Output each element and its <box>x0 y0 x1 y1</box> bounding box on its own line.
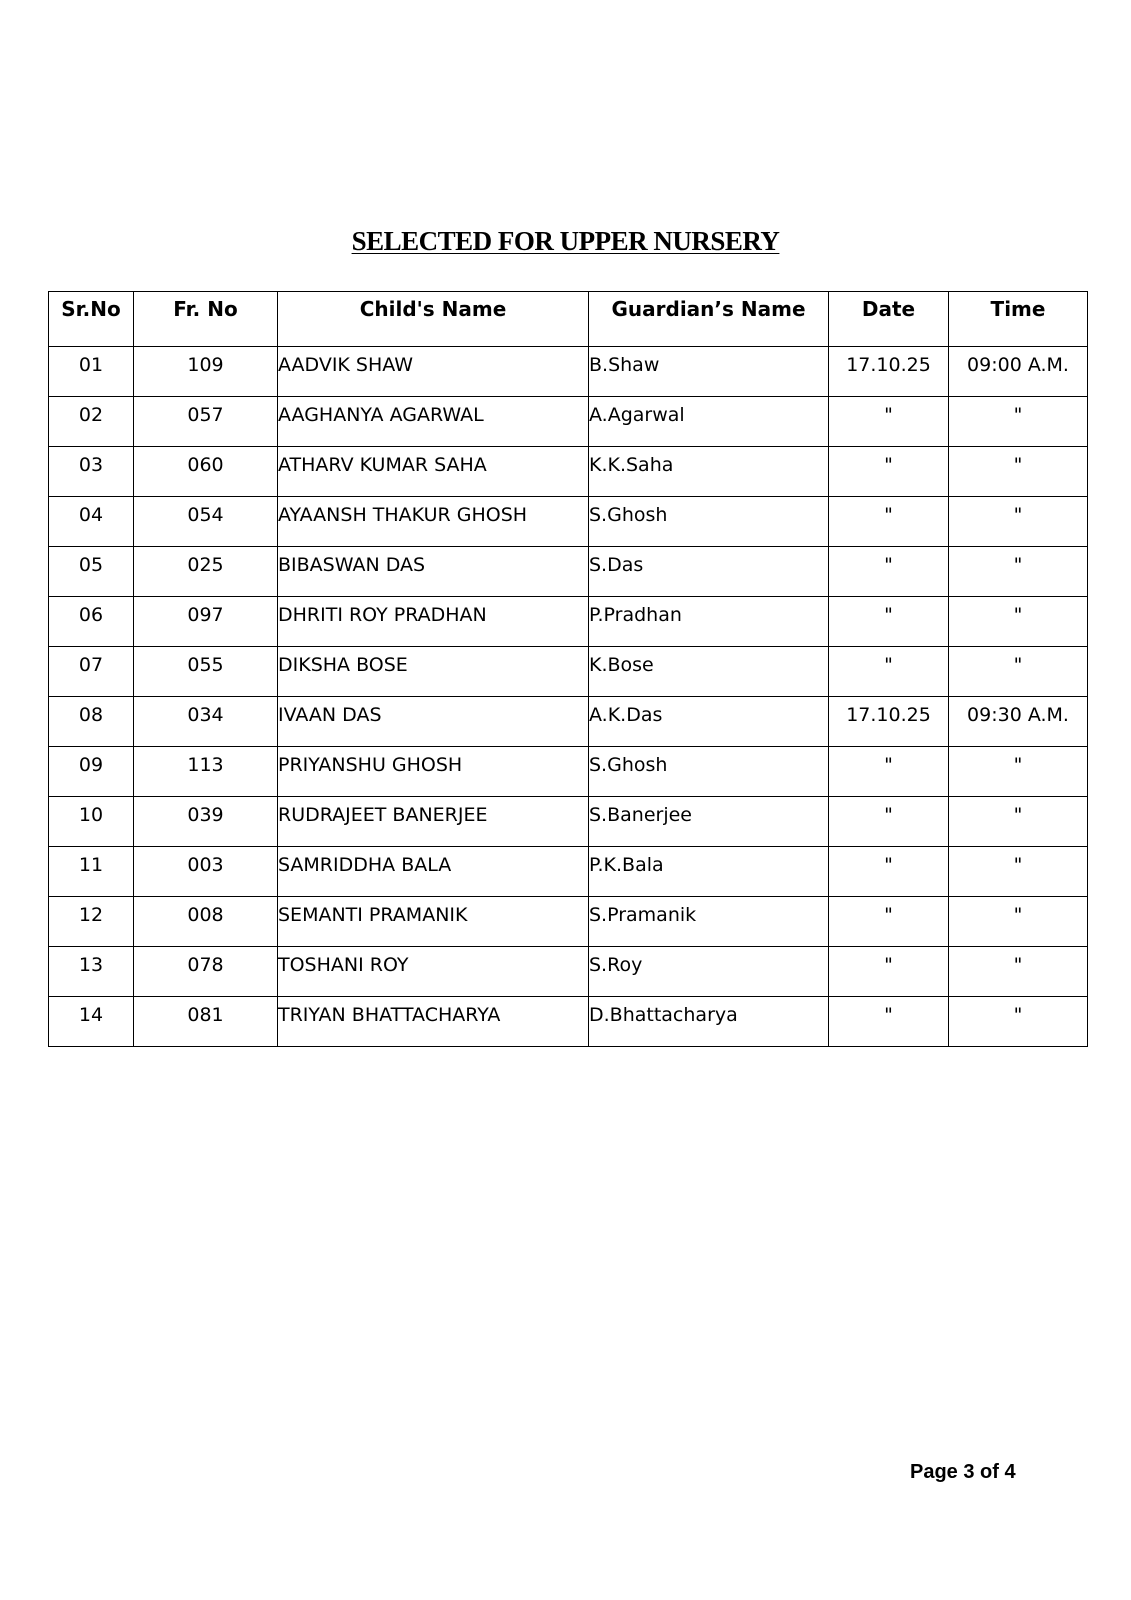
date-cell: 17.10.25 <box>829 347 949 397</box>
fr-no-cell: 034 <box>134 697 278 747</box>
guardian-name-cell: A.Agarwal <box>589 397 829 447</box>
child-name-cell: SEMANTI PRAMANIK <box>278 897 589 947</box>
sr-no-cell: 12 <box>49 897 134 947</box>
table-row <box>49 597 1088 647</box>
guardian-name-cell: A.K.Das <box>589 697 829 747</box>
sr-no-cell: 06 <box>49 597 134 647</box>
date-cell: 17.10.25 <box>829 697 949 747</box>
guardian-name-cell: P.Pradhan <box>589 597 829 647</box>
child-name-cell: RUDRAJEET BANERJEE <box>278 797 589 847</box>
table-row <box>49 447 1088 497</box>
table-row <box>49 797 1088 847</box>
fr-no-cell: 039 <box>134 797 278 847</box>
time-cell: " <box>949 897 1088 947</box>
time-cell: " <box>949 497 1088 547</box>
fr-no-cell: 078 <box>134 947 278 997</box>
table-row <box>49 347 1088 397</box>
guardian-name-cell: K.Bose <box>589 647 829 697</box>
header-date: Date <box>829 292 949 347</box>
fr-no-cell: 008 <box>134 897 278 947</box>
guardian-name-cell: P.K.Bala <box>589 847 829 897</box>
header-guardian-name: Guardian’s Name <box>589 292 829 347</box>
sr-no-cell: 04 <box>49 497 134 547</box>
date-cell: " <box>829 897 949 947</box>
time-cell: " <box>949 447 1088 497</box>
sr-no-cell: 03 <box>49 447 134 497</box>
guardian-name-cell: S.Pramanik <box>589 897 829 947</box>
time-cell: 09:30 A.M. <box>949 697 1088 747</box>
table-row <box>49 497 1088 547</box>
fr-no-cell: 097 <box>134 597 278 647</box>
time-cell: " <box>949 747 1088 797</box>
time-cell: " <box>949 847 1088 897</box>
sr-no-cell: 08 <box>49 697 134 747</box>
selection-table <box>48 291 1088 1047</box>
fr-no-cell: 055 <box>134 647 278 697</box>
sr-no-cell: 13 <box>49 947 134 997</box>
fr-no-cell: 060 <box>134 447 278 497</box>
fr-no-cell: 081 <box>134 997 278 1047</box>
guardian-name-cell: S.Banerjee <box>589 797 829 847</box>
child-name-cell: DHRITI ROY PRADHAN <box>278 597 589 647</box>
child-name-cell: AAGHANYA AGARWAL <box>278 397 589 447</box>
sr-no-cell: 14 <box>49 997 134 1047</box>
time-cell: " <box>949 797 1088 847</box>
fr-no-cell: 057 <box>134 397 278 447</box>
sr-no-cell: 02 <box>49 397 134 447</box>
sr-no-cell: 01 <box>49 347 134 397</box>
guardian-name-cell: S.Ghosh <box>589 497 829 547</box>
child-name-cell: BIBASWAN DAS <box>278 547 589 597</box>
guardian-name-cell: S.Roy <box>589 947 829 997</box>
child-name-cell: ATHARV KUMAR SAHA <box>278 447 589 497</box>
sr-no-cell: 07 <box>49 647 134 697</box>
child-name-cell: PRIYANSHU GHOSH <box>278 747 589 797</box>
sr-no-cell: 05 <box>49 547 134 597</box>
date-cell: " <box>829 397 949 447</box>
child-name-cell: TOSHANI ROY <box>278 947 589 997</box>
time-cell: " <box>949 947 1088 997</box>
guardian-name-cell: S.Ghosh <box>589 747 829 797</box>
table-row <box>49 747 1088 797</box>
guardian-name-cell: S.Das <box>589 547 829 597</box>
table-row <box>49 697 1088 747</box>
date-cell: " <box>829 797 949 847</box>
sr-no-cell: 09 <box>49 747 134 797</box>
header-time: Time <box>949 292 1088 347</box>
header-fr-no: Fr. No <box>134 292 278 347</box>
table-header-row <box>49 292 1088 347</box>
child-name-cell: DIKSHA BOSE <box>278 647 589 697</box>
child-name-cell: TRIYAN BHATTACHARYA <box>278 997 589 1047</box>
table-row <box>49 897 1088 947</box>
child-name-cell: AADVIK SHAW <box>278 347 589 397</box>
fr-no-cell: 025 <box>134 547 278 597</box>
sr-no-cell: 11 <box>49 847 134 897</box>
guardian-name-cell: D.Bhattacharya <box>589 997 829 1047</box>
sr-no-cell: 10 <box>49 797 134 847</box>
table-row <box>49 547 1088 597</box>
time-cell: " <box>949 647 1088 697</box>
fr-no-cell: 109 <box>134 347 278 397</box>
time-cell: " <box>949 997 1088 1047</box>
date-cell: " <box>829 547 949 597</box>
guardian-name-cell: B.Shaw <box>589 347 829 397</box>
table-row <box>49 397 1088 447</box>
page-number: Page 3 of 4 <box>910 1461 1016 1483</box>
date-cell: " <box>829 847 949 897</box>
child-name-cell: SAMRIDDHA BALA <box>278 847 589 897</box>
child-name-cell: IVAAN DAS <box>278 697 589 747</box>
date-cell: " <box>829 997 949 1047</box>
page-title: SELECTED FOR UPPER NURSERY <box>351 226 780 256</box>
date-cell: " <box>829 647 949 697</box>
date-cell: " <box>829 447 949 497</box>
header-child-name: Child's Name <box>278 292 589 347</box>
date-cell: " <box>829 747 949 797</box>
date-cell: " <box>829 947 949 997</box>
fr-no-cell: 113 <box>134 747 278 797</box>
time-cell: " <box>949 597 1088 647</box>
table-row <box>49 947 1088 997</box>
child-name-cell: AYAANSH THAKUR GHOSH <box>278 497 589 547</box>
time-cell: " <box>949 397 1088 447</box>
table-row <box>49 647 1088 697</box>
time-cell: " <box>949 547 1088 597</box>
header-sr-no: Sr.No <box>49 292 134 347</box>
guardian-name-cell: K.K.Saha <box>589 447 829 497</box>
fr-no-cell: 003 <box>134 847 278 897</box>
date-cell: " <box>829 497 949 547</box>
time-cell: 09:00 A.M. <box>949 347 1088 397</box>
table-row <box>49 847 1088 897</box>
table-row <box>49 997 1088 1047</box>
date-cell: " <box>829 597 949 647</box>
fr-no-cell: 054 <box>134 497 278 547</box>
